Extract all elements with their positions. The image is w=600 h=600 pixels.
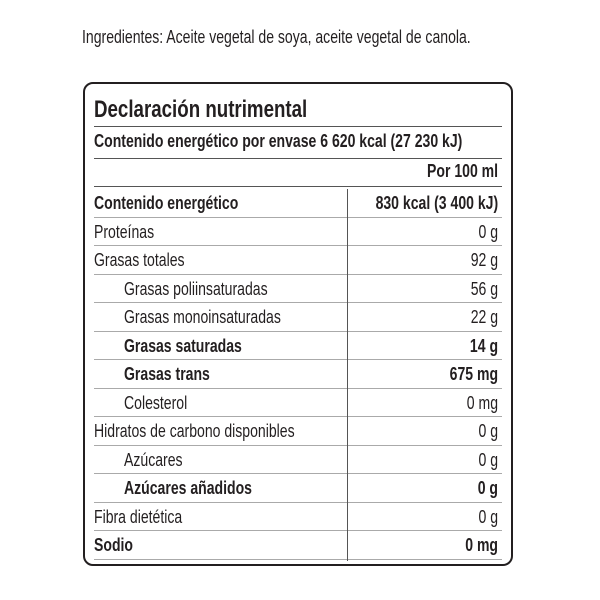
nutrient-row (94, 246, 502, 275)
nutrient-value-text: 0 g (478, 449, 498, 470)
nutrient-row (94, 446, 502, 475)
nutrient-row (94, 332, 502, 361)
nutrient-value (473, 218, 498, 246)
panel-title-text: Declaración nutrimental (94, 96, 308, 123)
nutrient-name (94, 531, 144, 559)
nutrient-row (94, 474, 502, 503)
nutrient-name-text: Azúcares (124, 449, 183, 470)
nutrient-row (94, 189, 502, 218)
nutrient-value (463, 303, 498, 331)
nutrient-value-text: 22 g (470, 307, 498, 327)
nutrient-name (124, 275, 308, 303)
nutrition-facts-panel (83, 82, 513, 566)
divider (94, 186, 502, 187)
nutrient-name-text: Sodio (94, 535, 133, 555)
nutrient-value (462, 332, 498, 360)
nutrient-value-text: 0 mg (465, 535, 498, 555)
nutrient-name-text: Colesterol (124, 392, 188, 413)
nutrient-value (472, 474, 498, 502)
nutrient-row (94, 503, 502, 532)
nutrient-name (94, 218, 171, 246)
nutrient-value-text: 0 mg (466, 392, 498, 413)
nutrient-value-text: 92 g (470, 250, 498, 270)
nutrient-value (456, 531, 498, 559)
nutrient-value (463, 275, 498, 303)
nutrient-value (473, 417, 498, 445)
nutrient-row (94, 275, 502, 304)
nutrient-name (124, 332, 275, 360)
ingredients-label: Ingredientes: Aceite vegetal de soya, aceite vegetal de canola. (82, 27, 471, 47)
nutrient-value-text: 830 kcal (3 400 kJ) (375, 193, 498, 213)
panel-title (94, 96, 367, 124)
nutrient-value (458, 389, 498, 417)
nutrient-row (94, 389, 502, 418)
nutrient-name-text: Grasas saturadas (124, 335, 242, 356)
nutrient-value-text: 0 g (478, 421, 498, 441)
nutrient-name (124, 303, 325, 331)
nutrient-name-text: Fibra dietética (94, 506, 183, 527)
nutrient-name-text: Grasas poliinsaturadas (124, 278, 268, 299)
nutrient-table (94, 189, 502, 560)
nutrient-name (94, 417, 351, 445)
divider (94, 126, 502, 127)
nutrient-row (94, 417, 502, 446)
nutrient-row (94, 218, 502, 247)
nutrient-name-text: Contenido energético (94, 193, 239, 213)
nutrient-name (124, 389, 205, 417)
nutrient-value (473, 446, 498, 474)
nutrient-name-text: Proteínas (94, 221, 155, 242)
nutrient-value (436, 360, 498, 388)
nutrient-value-text: 675 mg (449, 364, 498, 384)
nutrient-name-text: Azúcares añadidos (124, 478, 252, 498)
nutrient-name-text: Hidratos de carbono disponibles (94, 421, 295, 441)
nutrient-value (473, 503, 498, 531)
nutrient-name-text: Grasas totales (94, 250, 185, 270)
nutrient-name-text: Grasas trans (124, 364, 210, 384)
nutrient-value (341, 189, 498, 217)
energy-per-package (94, 131, 566, 152)
divider (94, 158, 502, 159)
energy-per-package-text: Contenido energético por envase 6 620 kcal (27 230 kJ) (94, 131, 463, 151)
nutrient-row (94, 303, 502, 332)
nutrient-value-text: 0 g (478, 506, 498, 527)
nutrient-name (94, 189, 279, 217)
nutrient-value (463, 246, 498, 274)
nutrient-value-text: 0 g (477, 478, 498, 498)
nutrient-name (124, 446, 199, 474)
nutrient-name (124, 474, 288, 502)
nutrient-value-text: 14 g (469, 335, 498, 356)
nutrient-row (94, 360, 502, 389)
nutrient-row (94, 531, 502, 560)
nutrient-name (124, 360, 234, 388)
nutrient-name-text: Grasas monoinsaturadas (124, 307, 281, 327)
column-header (407, 161, 498, 182)
column-divider (347, 189, 348, 561)
column-header-text: Por 100 ml (426, 161, 498, 181)
nutrient-value-text: 56 g (470, 278, 498, 299)
ingredients-text (82, 27, 580, 48)
nutrient-name (94, 503, 207, 531)
nutrient-name (94, 246, 210, 274)
nutrient-value-text: 0 g (478, 221, 498, 242)
